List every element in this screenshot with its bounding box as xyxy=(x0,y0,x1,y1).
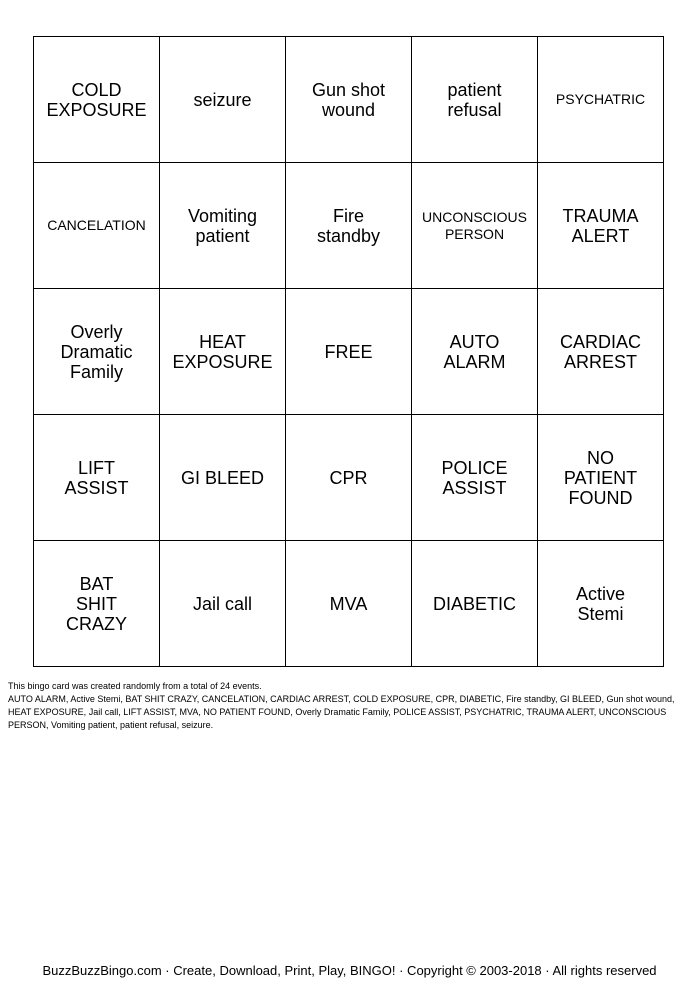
bingo-cell: CANCELATION xyxy=(34,163,160,289)
bingo-cell: Overly Dramatic Family xyxy=(34,289,160,415)
bingo-cell: seizure xyxy=(160,37,286,163)
bingo-cell: LIFT ASSIST xyxy=(34,415,160,541)
bingo-cell: Fire standby xyxy=(286,163,412,289)
bingo-row xyxy=(34,289,664,415)
bingo-cell: MVA xyxy=(286,541,412,667)
bingo-cell: COLD EXPOSURE xyxy=(34,37,160,163)
bingo-cell: TRAUMA ALERT xyxy=(538,163,664,289)
bingo-free-cell: FREE xyxy=(286,289,412,415)
footer-copyright: BuzzBuzzBingo.com · Create, Download, Print, Play, BINGO! · Copyright © 2003-2018 · All rights reserved xyxy=(42,963,657,978)
bingo-cell: Gun shot wound xyxy=(286,37,412,163)
bingo-cell: HEAT EXPOSURE xyxy=(160,289,286,415)
bingo-cell: Active Stemi xyxy=(538,541,664,667)
bingo-cell: BAT SHIT CRAZY xyxy=(34,541,160,667)
card-info-events: AUTO ALARM, Active Stemi, BAT SHIT CRAZY, CANCELATION, CARDIAC ARREST, COLD EXPOSURE, CPR, DIABETIC, Fire standby, GI BLEED, Gun shot wound, HEAT EXPOSURE, Jail call, LIFT ASSIST, MVA, NO PATIENT FOUND, Overly Dramatic Family, POLICE ASSIST, PSYCHATRIC, TRAUMA ALERT, UNCONSCIOUS PERSON, Vomiting patient, patient refusal, seizure. xyxy=(8,694,675,730)
bingo-cell: POLICE ASSIST xyxy=(412,415,538,541)
bingo-row xyxy=(34,541,664,667)
bingo-cell: CPR xyxy=(286,415,412,541)
bingo-row xyxy=(34,163,664,289)
bingo-cell: GI BLEED xyxy=(160,415,286,541)
bingo-cell: DIABETIC xyxy=(412,541,538,667)
bingo-cell: Vomiting patient xyxy=(160,163,286,289)
card-info-intro: This bingo card was created randomly from a total of 24 events. xyxy=(8,681,262,691)
bingo-cell: Jail call xyxy=(160,541,286,667)
bingo-cell: AUTO ALARM xyxy=(412,289,538,415)
bingo-cell: UNCONSCIOUS PERSON xyxy=(412,163,538,289)
bingo-cell: NO PATIENT FOUND xyxy=(538,415,664,541)
bingo-row xyxy=(34,415,664,541)
card-info xyxy=(8,680,692,732)
bingo-cell: CARDIAC ARREST xyxy=(538,289,664,415)
bingo-cell: PSYCHATRIC xyxy=(538,37,664,163)
bingo-card xyxy=(33,36,664,667)
bingo-cell: patient refusal xyxy=(412,37,538,163)
bingo-row xyxy=(34,37,664,163)
